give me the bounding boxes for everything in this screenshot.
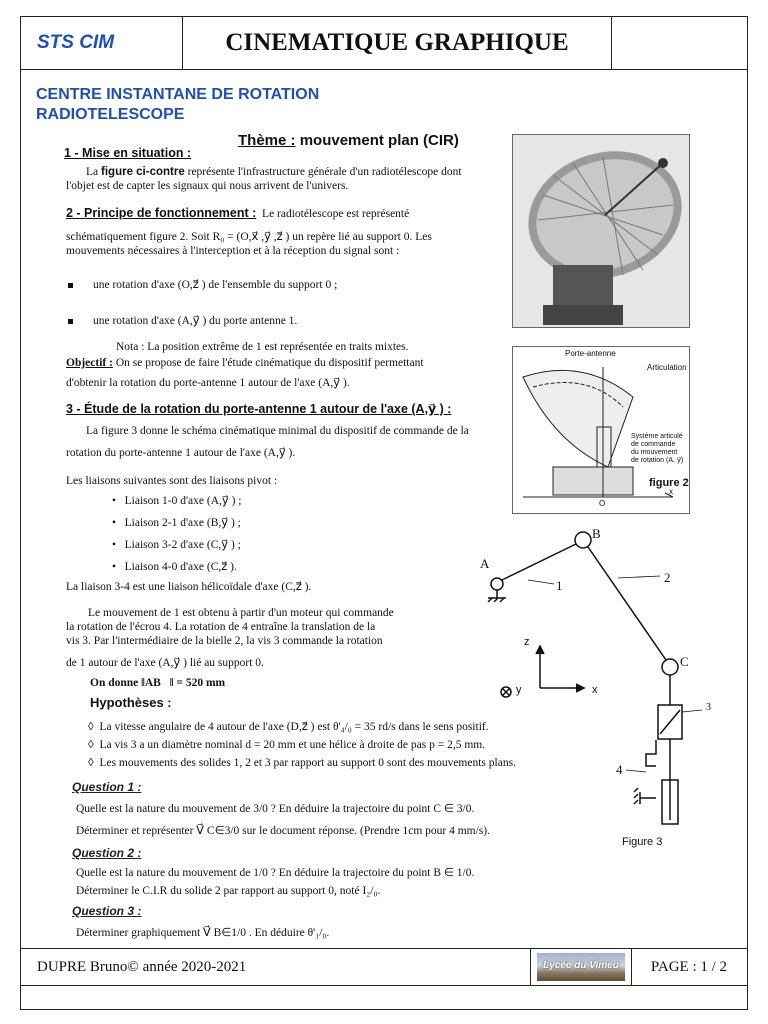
question-2-line: Déterminer le C.I.R du solide 2 par rapport au support 0, noté I₂/₀. [76,885,381,897]
fig3-label-2: 2 [664,570,671,585]
figure-3-sketch [470,520,710,840]
s2-nota: Nota : La position extrême de 1 est représentée en traits mixtes. [116,341,409,353]
fig2-label-o: O [599,499,606,508]
doc-title: CINEMATIQUE GRAPHIQUE [183,17,612,69]
helico-text: La liaison 3-4 est une liaison hélicoïdale d'axe (C,z⃗ ). [66,581,312,593]
question-2-line: Quelle est la nature du mouvement de 1/0 ? En déduire la trajectoire du point B ∈ 1/0. [76,867,475,879]
fig3-point-c: C [680,654,689,669]
link-item: • Liaison 4-0 d'axe (C,z⃗ ). [112,561,237,573]
school-label: STS CIM [37,32,115,53]
s1-line2: l'objet est de capter les signaux qui nous arrivent de l'univers. [66,180,349,192]
theme-label: Thème : [238,132,296,149]
question-3-title: Question 3 : [72,904,142,918]
section-title-2: RADIOTELESCOPE [36,106,185,123]
fig2-label-x: x [669,487,673,496]
hyp-item: ◊ La vis 3 a un diamètre nominal d = 20 mm et une hélice à droite de pas p = 2,5 mm. [88,739,486,751]
s2-bullet-1: une rotation d'axe (O,z⃗ ) de l'ensemble du support 0 ; [68,278,337,292]
fig2-label-porte: Porte-antenne [565,349,616,358]
s2-heading: 2 - Principe de fonctionnement : Le radiotélescope est représenté [66,206,410,220]
fig2-caption: figure 2 [649,477,689,489]
fig2-label-system: Système articulé de commande du mouvement de rotation (A, y⃗) [631,433,684,464]
question-2-title: Question 2 : [72,846,142,860]
school-logo: Lycée du Vimeu [537,953,625,981]
question-1-title: Question 1 : [72,780,142,794]
fig3-label-4: 4 [616,762,623,777]
fig3-point-a: A [480,556,490,571]
hyp-item: ◊ La vitesse angulaire de 4 autour de l'axe (D,z⃗ ) est θ'₄/₀ = 35 rd/s dans le sens positif. [88,721,489,733]
fig3-label-1: 1 [556,578,563,593]
motion-line3: vis 3. Par l'intermédiaire de la bielle 2, la vis 3 commande la rotation [66,635,383,647]
fig3-axis-x: x [592,684,598,696]
theme [238,134,459,148]
links-intro: Les liaisons suivantes sont des liaisons pivot : [66,475,278,487]
s3-p1b: rotation du porte-antenne 1 autour de l'axe (A,y⃗ ). [66,447,296,459]
fig3-label-3: 3 [706,702,711,713]
link-item: • Liaison 2-1 d'axe (B,y⃗ ) ; [112,517,241,529]
section-title-1: CENTRE INSTANTANE DE ROTATION [36,86,320,103]
link-item: • Liaison 3-2 d'axe (C,y⃗ ) ; [112,539,241,551]
question-1-line: Quelle est la nature du mouvement de 3/0 ? En déduire la trajectoire du point C ∈ 3/0. [76,803,475,815]
question-3-line: Déterminer graphiquement V⃗ B∈1/0 . En déduire θ'₁/₀. [76,927,330,939]
page-number: PAGE : 1 / 2 [650,958,728,975]
motion-line4: de 1 autour de l'axe (A,y⃗ ) lié au support 0. [66,657,264,669]
s2-line3: mouvements nécessaires à l'interception et à la réception du signal sont : [66,245,400,257]
fig3-axis-y: y [516,684,522,696]
given-value: On donne ‖AB⃗‖ = 520 mm [90,677,226,689]
s1-line1: La figure ci-contre représente l'infrastructure générale d'un radiotélescope dont [86,166,462,178]
s2-line2: schématiquement figure 2. Soit R₀ = (O,x⃗ ,y⃗ ,z⃗ ) un repère lié au support 0. Les [66,231,432,243]
header [20,16,748,70]
hyp-title: Hypothèses : [90,695,172,710]
footer-logo-cell [531,949,632,985]
motion-line2: la rotation de l'écrou 4. La rotation de 4 entraîne la translation de la [66,621,376,633]
fig3-point-b: B [592,526,601,541]
hyp-item: ◊ Les mouvements des solides 1, 2 et 3 par rapport au support 0 sont des mouvements plans. [88,757,516,769]
objective: Objectif : On se propose de faire l'étude cinématique du dispositif permettant [66,357,424,369]
figure-2 [512,346,690,514]
fig2-label-artic: Articulation [647,363,687,372]
motion-line1: Le mouvement de 1 est obtenu à partir d'un moteur qui commande [88,607,394,619]
s3-title: 3 - Étude de la rotation du porte-antenne 1 autour de l'axe (A,y⃗ ) : [66,402,452,416]
theme-text: mouvement plan (CIR) [299,132,459,149]
s2-bullet-2: une rotation d'axe (A,y⃗ ) du porte antenne 1. [68,314,297,328]
fig3-caption: Figure 3 [622,836,663,848]
school-cell [21,17,183,69]
objective-line2: d'obtenir la rotation du porte-antenne 1 autour de l'axe (A,y⃗ ). [66,377,350,389]
fig3-axis-z: z [524,636,530,648]
footer [20,948,748,986]
radiotelescope-photo [512,134,690,328]
question-1-line: Déterminer et représenter V⃗ C∈3/0 sur le document réponse. (Prendre 1cm pour 4 mm/s). [76,825,490,837]
s1-title: 1 - Mise en situation : [64,146,192,160]
link-item: • Liaison 1-0 d'axe (A,y⃗ ) ; [112,495,242,507]
footer-author: DUPRE Bruno© année 2020-2021 [21,949,531,985]
s3-p1: La figure 3 donne le schéma cinématique minimal du dispositif de commande de la [86,425,469,437]
